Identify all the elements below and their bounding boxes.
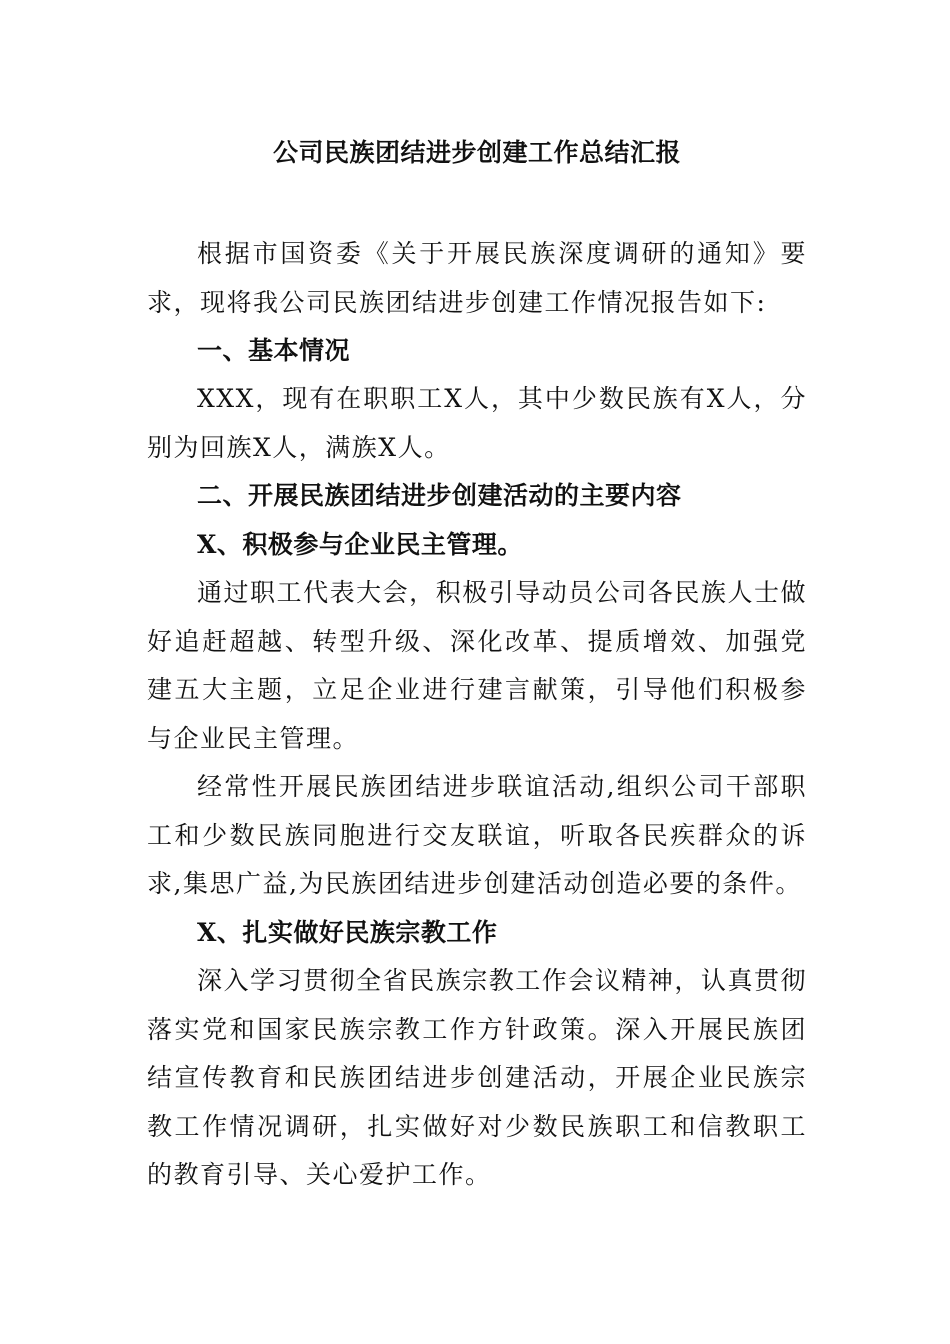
- democratic-management-paragraph: 通过职工代表大会，积极引导动员公司各民族人士做好追赶超越、转型升级、深化改革、提质增效、加强党建五大主题，立足企业进行建言献策，引导他们积极参与企业民主管理。: [147, 578, 807, 753]
- document-title: 公司民族团结进步创建工作总结汇报: [272, 138, 681, 167]
- subheading-democratic-management: X、积极参与企业民主管理。: [197, 530, 523, 559]
- section-heading-main-content: 二、开展民族团结进步创建活动的主要内容: [197, 481, 682, 510]
- section-heading-basic-info: 一、基本情况: [197, 336, 351, 365]
- intro-paragraph: 根据市国资委《关于开展民族深度调研的通知》要求，现将我公司民族团结进步创建工作情况报告如下:: [147, 239, 807, 317]
- ethnic-religious-work-paragraph: 深入学习贯彻全省民族宗教工作会议精神，认真贯彻落实党和国家民族宗教工作方针政策。深入开展民族团结宣传教育和民族团结进步创建活动，开展企业民族宗教工作情况调研，扎实做好对少数民族职工和信教职工的教育引导、关心爱护工作。: [147, 966, 807, 1189]
- basic-info-paragraph: XXX，现有在职职工X人，其中少数民族有X人，分别为回族X人，满族X人。: [147, 384, 807, 462]
- friendship-activities-paragraph: 经常性开展民族团结进步联谊活动,组织公司干部职工和少数民族同胞进行交友联谊，听取各民疾群众的诉求,集思广益,为民族团结进步创建活动创造必要的条件。: [147, 772, 807, 898]
- subheading-ethnic-religious-work: X、扎实做好民族宗教工作: [197, 918, 498, 947]
